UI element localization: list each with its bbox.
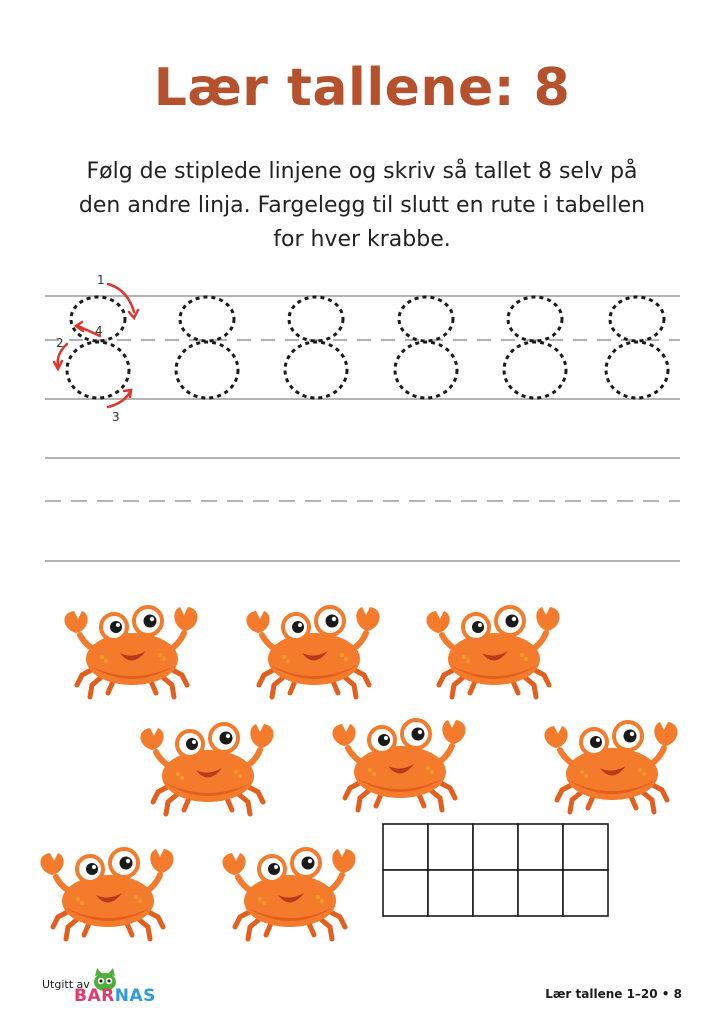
ten-frame-cell[interactable] — [518, 824, 563, 870]
page-footer-label: Lær tallene 1–20 • 8 — [545, 987, 682, 1001]
ten-frame-cell[interactable] — [473, 870, 518, 916]
crab-icon — [140, 724, 273, 814]
arrow-1-icon — [108, 284, 134, 312]
ten-frame-table — [383, 824, 608, 916]
publisher-block — [38, 968, 168, 1012]
ten-frame-cell[interactable] — [383, 870, 428, 916]
tracing-guide-lines — [45, 296, 680, 399]
stroke-number-3: 3 — [112, 410, 120, 424]
crab-icon — [222, 849, 355, 939]
stroke-number-1: 1 — [97, 273, 105, 287]
stroke-number-4: 4 — [95, 324, 103, 338]
page-title: Lær tallene: 8 — [153, 58, 571, 118]
ten-frame-cell[interactable] — [518, 870, 563, 916]
traceable-eight[interactable] — [606, 297, 668, 398]
ten-frame-cell[interactable] — [383, 824, 428, 870]
traceable-eight[interactable] — [285, 297, 347, 398]
writing-practice-lines[interactable] — [45, 458, 680, 561]
traceable-eight[interactable] — [504, 297, 566, 398]
traceable-eights — [67, 297, 668, 398]
published-by-label: Utgitt av — [42, 978, 90, 991]
stroke-number-2: 2 — [56, 336, 64, 350]
crab-icon — [246, 607, 379, 697]
crab-icon — [40, 849, 173, 939]
ten-frame-cell[interactable] — [473, 824, 518, 870]
crab-icon — [64, 607, 197, 697]
publisher-logo: BARNAS — [74, 986, 156, 1006]
instructions-line-1: Følg de stiplede linjene og skriv så tallet 8 selv på — [86, 159, 638, 184]
crab-icon — [426, 607, 559, 697]
traceable-eight[interactable] — [395, 297, 457, 398]
traceable-eight[interactable] — [176, 297, 238, 398]
instructions-line-2: den andre linja. Fargelegg til slutt en rute i tabellen — [78, 193, 646, 218]
ten-frame-cell[interactable] — [563, 824, 608, 870]
crab-icon — [544, 722, 677, 812]
ten-frame-cell[interactable] — [563, 870, 608, 916]
instructions-line-3: for hver krabbe. — [273, 227, 451, 252]
ten-frame-cell[interactable] — [428, 824, 473, 870]
crab-icon — [332, 720, 465, 810]
stroke-order-arrows — [54, 284, 138, 407]
ten-frame-cell[interactable] — [428, 870, 473, 916]
traceable-eight[interactable] — [67, 297, 129, 398]
